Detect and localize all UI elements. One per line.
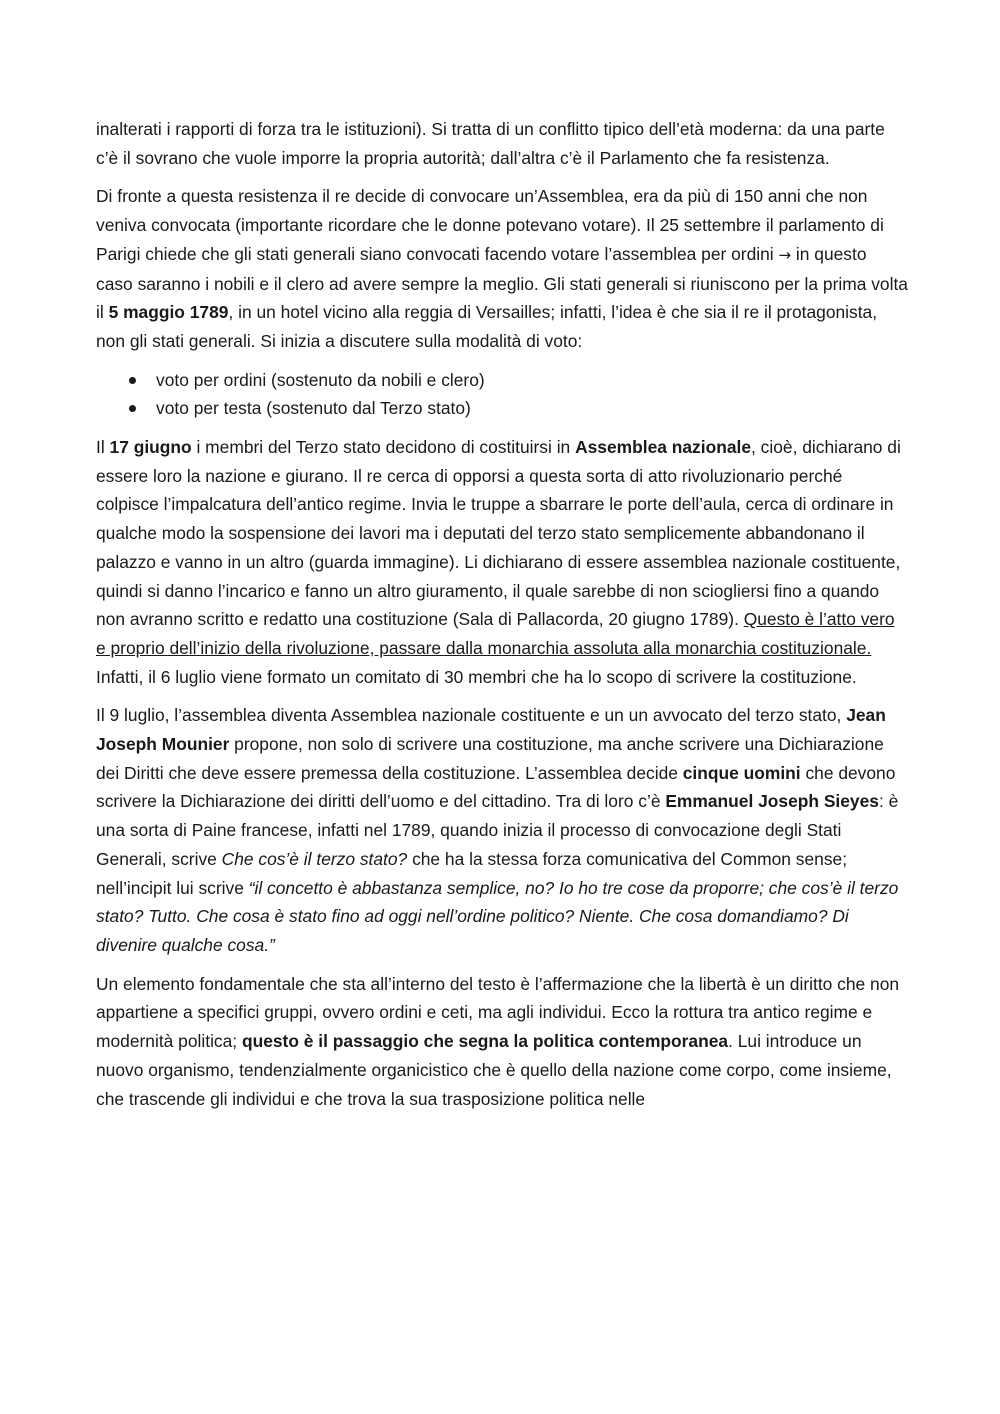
text-run: Il [96,437,110,458]
bold-date: 17 giugno [109,437,192,458]
paragraph-3 [96,433,908,691]
paragraph-4 [96,701,908,959]
text-run: Di fronte a questa resistenza il re decide di convocare un’Assemblea, era da più di 150 anni che non veniva convocata (importante ricordare che le donne potevano votare). Il 25 settembre il parlamento di Parigi chiede che gli stati generali siano convocati facendo votare l’assemblea per ordini [96,186,884,264]
text-run: Un elemento fondamentale che sta all’interno del testo è l’affermazione che la libertà è un diritto che non appartiene a specifici gruppi, ovvero ordini e ceti, ma agli individui. Ecco la rottura tra antico regime e modernità politica; [96,973,900,1052]
text-run: che ha la stessa forza comunicativa del Common sense; nell’incipit lui scrive [96,848,848,898]
text-run: i membri del Terzo stato decidono di costituirsi in [191,437,576,458]
document-page [96,115,908,1123]
text-run: , cioè, dichiarano di essere loro la nazione e giurano. Il re cerca di opporsi a questa sorta di atto rivoluzionario perché colpisce l’impalcatura dell’antico regime. Invia le truppe a sbarrare le porte dell’aula, cerca di ordinare in qualche modo la sospensione dei lavori ma i deputati del terzo stato semplicemente abbandonano il palazzo e vanno in un altro (guarda immagine). Li dichiarano di essere assemblea nazionale costituente, quindi si danno l’incarico e fanno un altro giuramento, il quale sarebbe di non sciogliersi fino a quando non avranno scritto e redatto una costituzione (Sala di Pallacorda, 20 giugno 1789). [96,437,901,630]
paragraph-1-text: inalterati i rapporti di forza tra le istituzioni). Si tratta di un conflitto tipico dell’età moderna: da una parte c’è il sovrano che vuole imporre la propria autorità; dall’altra c’è il Parlamento che fa resistenza. [96,119,885,168]
text-run: che devono scrivere la Dichiarazione dei diritti dell’uomo e del cittadino. Tra di loro c’è [96,762,896,812]
bullet-list [96,366,908,423]
bold-name: Emmanuel Joseph Sieyes [665,791,879,812]
bold-term: Assemblea nazionale [575,437,751,458]
list-item: voto per ordini (sostenuto da nobili e clero) [156,366,908,395]
italic-quote: “il concetto è abbastanza semplice, no? Io ho tre cose da proporre; che cos’è il terzo stato? Tutto. Che cosa è stato fino ad oggi nell’ordine politico? Niente. Che cosa domandiamo? Di divenire qualche cosa.” [96,877,899,955]
text-run: propone, non solo di scrivere una costituzione, ma anche scrivere una Dichiarazione dei Diritti che deve essere premessa della costituzione. L’assemblea decide [96,734,884,783]
text-run: . Lui introduce un nuovo organismo, tendenzialmente organicistico che è quello della nazione come corpo, come insieme, che trascende gli individui e che trova la sua trasposizione politica nelle [96,1031,892,1109]
paragraph-1 [96,115,908,172]
paragraph-2 [96,182,908,355]
text-run: Infatti, il 6 luglio viene formato un comitato di 30 membri che ha lo scopo di scrivere la costituzione. [96,666,857,687]
underlined-text: Questo è l’atto vero e proprio dell’inizio della rivoluzione, passare dalla monarchia assoluta alla monarchia costituzionale. [96,609,895,658]
text-run: in questo caso saranno i nobili e il clero ad avere sempre la meglio. Gli stati generali si riuniscono per la prima volta il [96,243,908,323]
bold-statement: questo è il passaggio che segna la politica contemporanea [241,1031,729,1052]
text-run: : è una sorta di Paine francese, infatti nel 1789, quando inizia il processo di convocazione degli Stati Generali, scrive [96,791,899,869]
bold-term: cinque uomini [682,762,801,783]
bold-date: 5 maggio 1789 [108,302,229,323]
text-run: Il 9 luglio, l’assemblea diventa Assemblea nazionale costituente e un un avvocato del terzo stato, [96,705,847,726]
text-run: , in un hotel vicino alla reggia di Versailles; infatti, l’idea è che sia il re il protagonista, non gli stati generali. Si inizia a discutere sulla modalità di voto: [96,302,878,351]
paragraph-5 [96,970,908,1114]
italic-title: Che cos’è il terzo stato? [221,848,408,869]
list-item: voto per testa (sostenuto dal Terzo stato) [156,394,908,423]
arrow-right-icon: → [778,245,792,264]
bold-name: Jean Joseph Mounier [96,705,886,755]
